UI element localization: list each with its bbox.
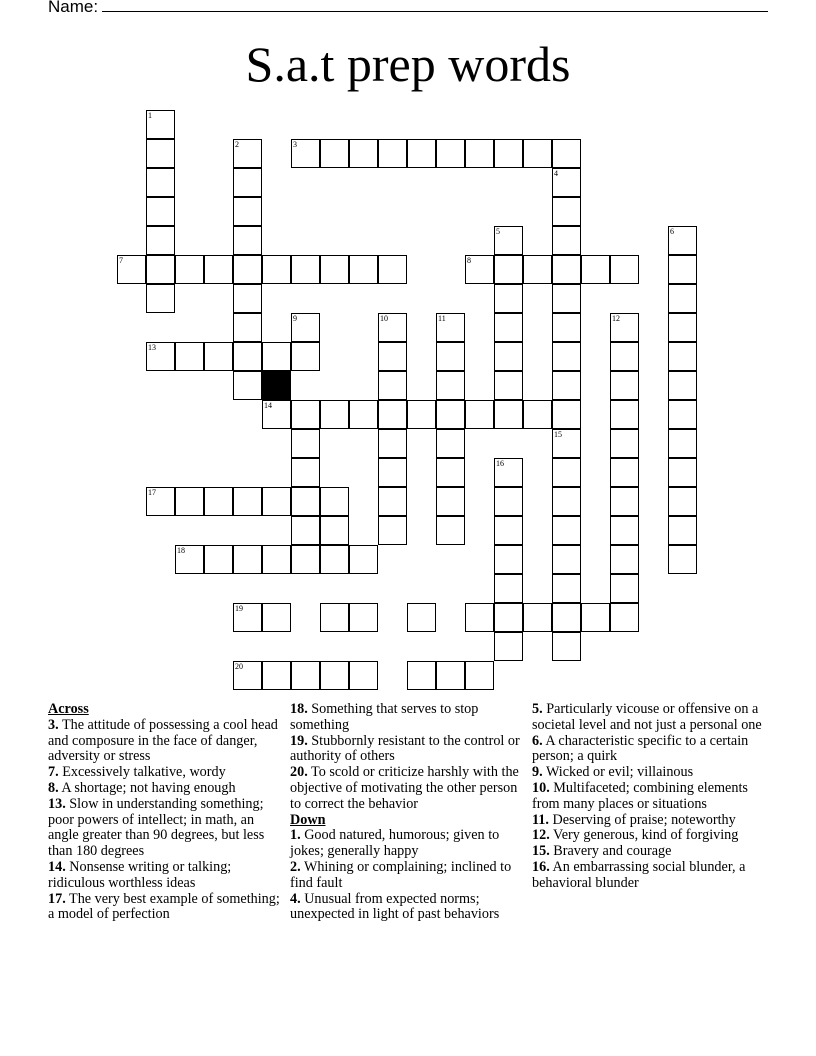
cell-number: 20 xyxy=(235,662,243,671)
clue-down-9 xyxy=(532,765,768,781)
grid-cell[interactable] xyxy=(233,371,262,400)
grid-cell[interactable] xyxy=(436,661,465,690)
clue-number: 15. xyxy=(532,843,550,860)
grid-cell[interactable] xyxy=(378,255,407,284)
grid-cell[interactable] xyxy=(262,603,291,632)
grid-cell[interactable] xyxy=(262,661,291,690)
grid-cell[interactable] xyxy=(407,400,436,429)
grid-cell[interactable] xyxy=(610,516,639,545)
grid-cell[interactable] xyxy=(610,255,639,284)
grid-cell[interactable] xyxy=(146,226,175,255)
grid-cell[interactable] xyxy=(610,545,639,574)
grid-cell[interactable] xyxy=(262,545,291,574)
grid-cell[interactable] xyxy=(233,284,262,313)
clue-down-1 xyxy=(290,828,526,860)
grid-cell[interactable] xyxy=(175,255,204,284)
clue-text: An embarrassing social blunder, a behavioral blunder xyxy=(532,858,746,891)
clue-text: Deserving of praise; noteworthy xyxy=(552,811,736,828)
grid-cell[interactable] xyxy=(146,168,175,197)
grid-cell[interactable] xyxy=(233,545,262,574)
grid-cell[interactable] xyxy=(436,139,465,168)
grid-cell[interactable] xyxy=(552,429,581,458)
grid-cell[interactable] xyxy=(233,487,262,516)
cell-number: 14 xyxy=(264,401,272,410)
clue-text: Multifaceted; combining elements from many places or situations xyxy=(532,779,748,812)
grid-cell[interactable] xyxy=(552,603,581,632)
grid-cell[interactable] xyxy=(436,342,465,371)
clue-across-17 xyxy=(48,892,284,924)
clue-number: 17. xyxy=(48,890,66,907)
grid-cell[interactable] xyxy=(291,313,320,342)
grid-cell[interactable] xyxy=(610,603,639,632)
grid-cell[interactable] xyxy=(175,342,204,371)
grid-cell[interactable] xyxy=(552,168,581,197)
grid-cell[interactable] xyxy=(610,313,639,342)
clue-number: 20. xyxy=(290,764,308,781)
grid-cell[interactable] xyxy=(436,313,465,342)
grid-cell[interactable] xyxy=(465,255,494,284)
grid-cell[interactable] xyxy=(262,255,291,284)
clue-text: The attitude of possessing a cool head and composure in the face of danger, adversity or stress xyxy=(48,716,278,765)
grid-cell[interactable] xyxy=(146,284,175,313)
grid-cell[interactable] xyxy=(436,516,465,545)
grid-cell[interactable] xyxy=(146,342,175,371)
grid-cell[interactable] xyxy=(291,545,320,574)
clue-across-8 xyxy=(48,781,284,797)
grid-cell[interactable] xyxy=(233,313,262,342)
grid-black-cell xyxy=(262,371,291,400)
grid-cell[interactable] xyxy=(349,603,378,632)
grid-cell[interactable] xyxy=(552,632,581,661)
clues-column-2 xyxy=(290,702,526,923)
grid-cell[interactable] xyxy=(117,255,146,284)
clue-number: 9. xyxy=(532,764,543,781)
clue-down-10 xyxy=(532,781,768,813)
grid-cell[interactable] xyxy=(552,400,581,429)
clue-number: 18. xyxy=(290,701,308,717)
cell-number: 9 xyxy=(293,314,297,323)
grid-cell[interactable] xyxy=(494,400,523,429)
grid-cell[interactable] xyxy=(668,371,697,400)
grid-cell[interactable] xyxy=(262,487,291,516)
clue-across-13 xyxy=(48,797,284,860)
grid-cell[interactable] xyxy=(233,139,262,168)
clue-number: 7. xyxy=(48,764,59,781)
clue-across-18 xyxy=(290,702,526,734)
grid-cell[interactable] xyxy=(436,371,465,400)
grid-cell[interactable] xyxy=(233,661,262,690)
grid-cell[interactable] xyxy=(552,371,581,400)
grid-cell[interactable] xyxy=(581,255,610,284)
grid-cell[interactable] xyxy=(378,487,407,516)
grid-cell[interactable] xyxy=(552,284,581,313)
grid-cell[interactable] xyxy=(494,516,523,545)
cell-number: 13 xyxy=(148,343,156,352)
grid-cell[interactable] xyxy=(465,603,494,632)
grid-cell[interactable] xyxy=(233,197,262,226)
cell-number: 16 xyxy=(496,459,504,468)
grid-cell[interactable] xyxy=(668,284,697,313)
grid-cell[interactable] xyxy=(320,516,349,545)
grid-cell[interactable] xyxy=(233,168,262,197)
clue-text: Wicked or evil; villainous xyxy=(545,764,694,781)
grid-cell[interactable] xyxy=(378,313,407,342)
grid-cell[interactable] xyxy=(668,516,697,545)
grid-cell[interactable] xyxy=(552,255,581,284)
grid-cell[interactable] xyxy=(146,487,175,516)
cell-number: 7 xyxy=(119,256,123,265)
grid-cell[interactable] xyxy=(610,371,639,400)
grid-cell[interactable] xyxy=(378,371,407,400)
clue-number: 11. xyxy=(532,811,549,828)
clue-text: Particularly vicouse or offensive on a societal level and not just a personal one xyxy=(532,701,762,733)
grid-cell[interactable] xyxy=(291,458,320,487)
grid-cell[interactable] xyxy=(494,574,523,603)
cell-number: 19 xyxy=(235,604,243,613)
grid-cell[interactable] xyxy=(494,458,523,487)
clue-down-6 xyxy=(532,734,768,766)
clue-down-4 xyxy=(290,892,526,924)
grid-cell[interactable] xyxy=(349,661,378,690)
grid-cell[interactable] xyxy=(552,574,581,603)
grid-cell[interactable] xyxy=(552,487,581,516)
clue-text: Unusual from expected norms; unexpected in light of past behaviors xyxy=(290,890,500,923)
cell-number: 1 xyxy=(148,111,152,120)
grid-cell[interactable] xyxy=(291,487,320,516)
grid-cell[interactable] xyxy=(494,139,523,168)
grid-cell[interactable] xyxy=(610,342,639,371)
grid-cell[interactable] xyxy=(465,139,494,168)
clue-number: 13. xyxy=(48,795,66,812)
grid-cell[interactable] xyxy=(668,255,697,284)
cell-number: 10 xyxy=(380,314,388,323)
grid-cell[interactable] xyxy=(349,139,378,168)
grid-cell[interactable] xyxy=(668,400,697,429)
grid-cell[interactable] xyxy=(552,458,581,487)
grid-cell[interactable] xyxy=(610,400,639,429)
grid-cell[interactable] xyxy=(552,342,581,371)
clue-down-11 xyxy=(532,813,768,829)
grid-cell[interactable] xyxy=(523,255,552,284)
clue-across-19 xyxy=(290,734,526,766)
grid-cell[interactable] xyxy=(204,255,233,284)
grid-cell[interactable] xyxy=(494,226,523,255)
grid-cell[interactable] xyxy=(523,139,552,168)
clue-text: Whining or complaining; inclined to find fault xyxy=(290,858,512,891)
clue-text: Excessively talkative, wordy xyxy=(62,764,226,781)
grid-cell[interactable] xyxy=(204,342,233,371)
grid-cell[interactable] xyxy=(407,139,436,168)
grid-cell[interactable] xyxy=(436,458,465,487)
grid-cell[interactable] xyxy=(436,400,465,429)
grid-cell[interactable] xyxy=(204,545,233,574)
grid-cell[interactable] xyxy=(494,313,523,342)
grid-cell[interactable] xyxy=(494,255,523,284)
grid-cell[interactable] xyxy=(668,226,697,255)
clue-number: 3. xyxy=(48,716,59,733)
clue-number: 8. xyxy=(48,779,59,796)
cell-number: 18 xyxy=(177,546,185,555)
grid-cell[interactable] xyxy=(291,139,320,168)
grid-cell[interactable] xyxy=(146,197,175,226)
grid-cell[interactable] xyxy=(407,603,436,632)
grid-cell[interactable] xyxy=(233,603,262,632)
cell-number: 2 xyxy=(235,140,239,149)
clue-text: A characteristic specific to a certain person; a quirk xyxy=(532,732,749,765)
grid-cell[interactable] xyxy=(175,487,204,516)
grid-cell[interactable] xyxy=(320,487,349,516)
grid-cell[interactable] xyxy=(610,458,639,487)
clue-down-12 xyxy=(532,828,768,844)
grid-cell[interactable] xyxy=(378,458,407,487)
grid-cell[interactable] xyxy=(436,429,465,458)
clue-across-20 xyxy=(290,765,526,812)
clue-number: 4. xyxy=(290,890,301,907)
clue-across-3 xyxy=(48,718,284,765)
grid-cell[interactable] xyxy=(320,661,349,690)
grid-cell[interactable] xyxy=(378,342,407,371)
clue-text: Nonsense writing or talking; ridiculous worthless ideas xyxy=(48,858,232,891)
grid-cell[interactable] xyxy=(407,661,436,690)
grid-cell[interactable] xyxy=(494,632,523,661)
grid-cell[interactable] xyxy=(320,139,349,168)
clue-text: Good natured, humorous; given to jokes; generally happy xyxy=(290,827,500,860)
clue-number: 12. xyxy=(532,827,550,844)
grid-cell[interactable] xyxy=(494,603,523,632)
grid-cell[interactable] xyxy=(262,400,291,429)
grid-cell[interactable] xyxy=(523,603,552,632)
grid-cell[interactable] xyxy=(378,429,407,458)
grid-cell[interactable] xyxy=(349,400,378,429)
cell-number: 8 xyxy=(467,256,471,265)
clue-number: 19. xyxy=(290,732,308,749)
grid-cell[interactable] xyxy=(552,516,581,545)
cell-number: 12 xyxy=(612,314,620,323)
grid-cell[interactable] xyxy=(494,342,523,371)
grid-cell[interactable] xyxy=(233,226,262,255)
clue-down-5 xyxy=(532,702,768,734)
across-heading: Across xyxy=(48,701,89,717)
grid-cell[interactable] xyxy=(668,342,697,371)
grid-cell[interactable] xyxy=(494,487,523,516)
grid-cell[interactable] xyxy=(291,429,320,458)
grid-cell[interactable] xyxy=(349,255,378,284)
clue-text: Something that serves to stop something xyxy=(290,701,479,733)
grid-cell[interactable] xyxy=(320,545,349,574)
grid-cell[interactable] xyxy=(494,371,523,400)
puzzle-title: S.a.t prep words xyxy=(245,36,571,92)
grid-cell[interactable] xyxy=(378,400,407,429)
clue-down-15 xyxy=(532,844,768,860)
grid-cell[interactable] xyxy=(291,342,320,371)
grid-cell[interactable] xyxy=(146,139,175,168)
grid-cell[interactable] xyxy=(175,545,204,574)
grid-cell[interactable] xyxy=(320,255,349,284)
grid-cell[interactable] xyxy=(204,487,233,516)
grid-cell[interactable] xyxy=(668,458,697,487)
down-heading: Down xyxy=(290,811,326,828)
clue-text: The very best example of something; a model of perfection xyxy=(48,890,280,923)
clue-text: A shortage; not having enough xyxy=(61,779,236,796)
grid-cell[interactable] xyxy=(668,545,697,574)
grid-cell[interactable] xyxy=(610,429,639,458)
grid-cell[interactable] xyxy=(349,545,378,574)
clue-number: 2. xyxy=(290,858,301,875)
grid-cell[interactable] xyxy=(291,400,320,429)
cell-number: 5 xyxy=(496,227,500,236)
clue-down-16 xyxy=(532,860,768,892)
cell-number: 3 xyxy=(293,140,297,149)
grid-cell[interactable] xyxy=(552,313,581,342)
clue-number: 1. xyxy=(290,827,301,844)
clue-text: Very generous, kind of forgiving xyxy=(553,827,739,844)
clues-column-3 xyxy=(532,702,768,892)
clue-across-14 xyxy=(48,860,284,892)
grid-cell[interactable] xyxy=(378,516,407,545)
cell-number: 11 xyxy=(438,314,446,323)
clue-text: Slow in understanding something; poor powers of intellect; in math, an angle greater than 90 degrees, but less than 180 degrees xyxy=(48,795,265,860)
grid-cell[interactable] xyxy=(436,487,465,516)
grid-cell[interactable] xyxy=(581,603,610,632)
grid-cell[interactable] xyxy=(378,139,407,168)
clue-text: To scold or criticize harshly with the objective of motivating the other person to correct the behavior xyxy=(290,764,519,812)
clue-text: Bravery and courage xyxy=(553,843,672,860)
grid-cell[interactable] xyxy=(465,400,494,429)
clue-number: 10. xyxy=(532,779,550,796)
grid-cell[interactable] xyxy=(320,603,349,632)
clues-column-1 xyxy=(48,702,284,923)
clue-down-2 xyxy=(290,860,526,892)
cell-number: 15 xyxy=(554,430,562,439)
grid-cell[interactable] xyxy=(291,516,320,545)
clue-across-7 xyxy=(48,765,284,781)
grid-cell[interactable] xyxy=(523,400,552,429)
grid-cell[interactable] xyxy=(668,429,697,458)
grid-cell[interactable] xyxy=(552,226,581,255)
grid-cell[interactable] xyxy=(552,197,581,226)
grid-cell[interactable] xyxy=(668,313,697,342)
grid-cell[interactable] xyxy=(233,342,262,371)
grid-cell[interactable] xyxy=(291,255,320,284)
grid-cell[interactable] xyxy=(465,661,494,690)
clue-text: Stubbornly resistant to the control or authority of others xyxy=(290,732,520,765)
grid-cell[interactable] xyxy=(233,255,262,284)
grid-cell[interactable] xyxy=(146,110,175,139)
grid-cell[interactable] xyxy=(320,400,349,429)
clue-number: 5. xyxy=(532,701,543,717)
grid-cell[interactable] xyxy=(494,284,523,313)
grid-cell[interactable] xyxy=(552,139,581,168)
cell-number: 4 xyxy=(554,169,558,178)
cell-number: 6 xyxy=(670,227,674,236)
grid-cell[interactable] xyxy=(552,545,581,574)
grid-cell[interactable] xyxy=(610,487,639,516)
grid-cell[interactable] xyxy=(146,255,175,284)
grid-cell[interactable] xyxy=(610,574,639,603)
grid-cell[interactable] xyxy=(494,545,523,574)
grid-cell[interactable] xyxy=(291,661,320,690)
clue-number: 6. xyxy=(532,732,543,749)
grid-cell[interactable] xyxy=(668,487,697,516)
clue-number: 16. xyxy=(532,858,550,875)
name-label: Name: xyxy=(48,0,99,16)
grid-cell[interactable] xyxy=(262,342,291,371)
cell-number: 17 xyxy=(148,488,156,497)
clue-number: 14. xyxy=(48,858,66,875)
